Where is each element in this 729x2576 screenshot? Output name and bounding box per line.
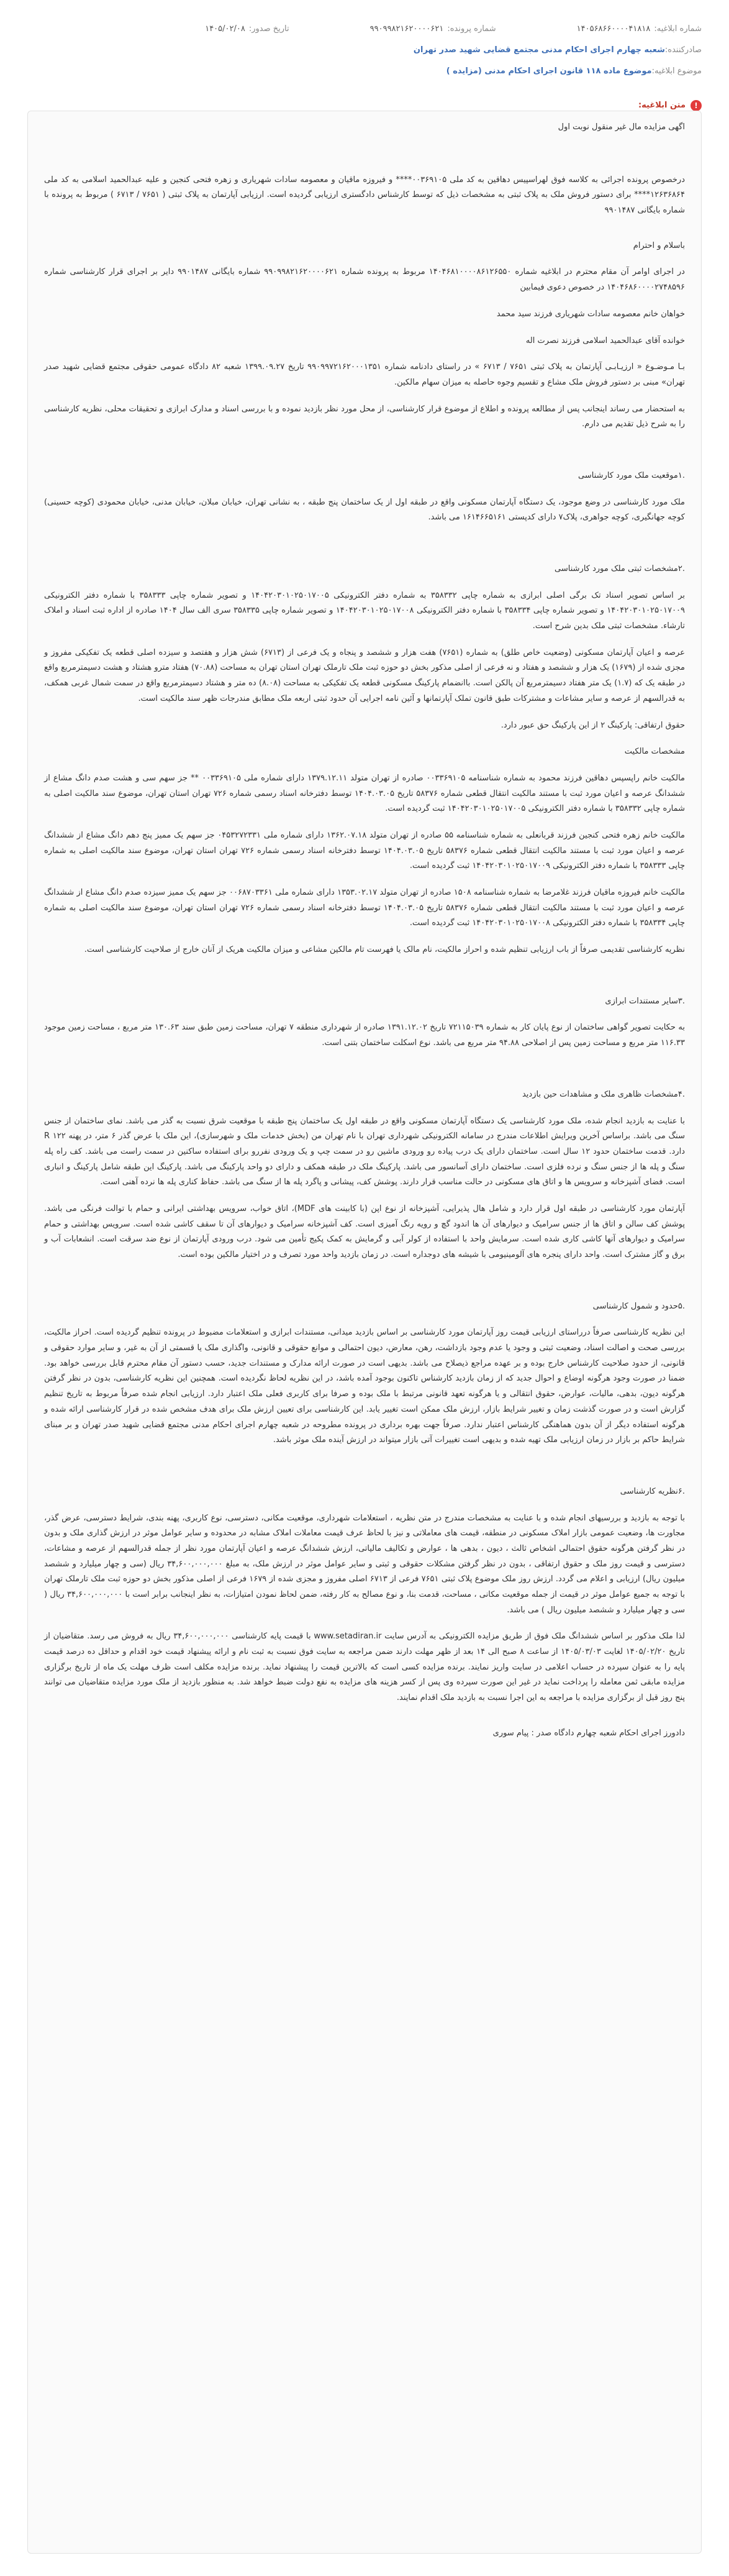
paragraph-location: ملک مورد کارشناسی در وضع موجود، یک دستگاه آپارتمان مسکونی واقع در طبقه اول از یک ساختمان پنج طبقه ، به نشانی تهران، خیابان مبلان، خیابان مدنی، خیابان محمودی (کوچه حسینی) کوچه جهانگیری، کوچه جواهری، پلاک۷ دارای کدپستی ۱۶۱۴۶۶۵۱۶۱ می باشد. [44,497,685,523]
section-heading-registration: .۲مشخصات ثبتی ملک مورد کارشناسی [555,564,685,573]
section-heading-inspection: .۴مشخصات ظاهری ملک و مشاهدات حین بازدید [522,1089,685,1099]
defendant: خوانده آقای عبدالحمید اسلامی فرزند نصرت اله [525,336,685,345]
paragraph-documents: به حکایت تصویر گواهی ساختمان از نوع پایان کار به شماره ۷۲۱۱۵۰۳۹ تاریخ ۱۳۹۱.۱۲.۰۲ صادره از شهرداری منطقه ۷ تهران، مساحت زمین طبق سند ۱۳۰.۶۳ متر مربع ، مساحت زمین موجود ۱۱۶.۳۳ متر مربع و مساحت زمین پس از اصلاحی ۹۴.۸۸ متر مربع می باشد. نوع اسکلت ساختمان بتنی است. [44,1023,685,1048]
paragraph-building: با عنایت به بازدید انجام شده، ملک مورد کارشناسی یک دستگاه آپارتمان مسکونی واقع در طبقه اول یک ساختمان پنج طبقه با موقعیت شرق نسبت به گذر می باشد. نمای ساختمان از جنس سنگ می باشد. براساس آخرین ویرایش اطلاعات مندرج در سامانه الکترونیکی شهرداری تهران با نام تهران من (بخش خدمات ملک و شهرسازی)، این ملک با عرض گذر ۶ متر، در پهنه ۱۲۲ R دارد. قدمت ساختمان حدود ۱۲ سال است. ساختمان دارای یک درب پیاده رو ورودی ماشین رو در سمت چپ و یک ورودی نفررو برای استفاده ساکنین در سمت راست می باشد. کف راه پله سنگ و پله ها از جنس سنگ و نرده فلزی است. ساختمان دارای آسانسور می باشد. پارکینگ ملک در طبقه همکف و دارای دو واحد پارکینگ می باشد. پارکینگ این طبقه شامل پارکینگ و انباری است. فضای آشپزخانه و سرویس ها و اتاق های مسکونی در حالت مناسب قرار دارند. پوشش کف، پیشانی و پاگرد پله ها از سنگ می باشد. حفاظ کناری پله ها نرده آهنی است. [44,1116,685,1187]
notice-subject: موضوع ماده ۱۱۸ قانون اجرای احکام مدنی (مزایده ) [446,66,652,76]
paragraph-owner-3: مالکیت خانم فیروزه ماقیان فرزند غلامرضا به شماره شناسنامه ۱۵۰۸ صادره از تهران متولد ۱۳۵۳.۰۲.۱۷ دارای شماره ملی ۰۰۶۸۷۰۳۳۶۱ جز سهم یک ممیز سیزده صدم دانگ مشاع از ششدانگ عرصه و اعیان مورد ثبت با مستند مالکیت انتقال قطعی شماره ۵۸۳۷۶ تاریخ ۱۴۰۴.۰۳.۰۵ توسط دفترخانه اسناد رسمی شماره ۷۲۶ تهران استان تهران، موضوع سند مالکیت اصلی به شماره چاپی ۳۵۸۳۳۴ با شماره دفتر الکترونیکی ۱۴۰۴۲۰۳۰۱۰۲۵۰۱۷۰۰۸ ثبت گردیده است. [44,888,686,928]
exclamation-icon: ! [691,100,702,111]
notice-header [27,19,702,111]
paragraph-subject: بـا مـوضـوع « ارزیـابـی آپارتمان به پلاک ثبتی ۷۶۵۱ / ۶۷۱۳ » در راستای دادنامه شماره ۹۹۰۹۹۷۲۱۶۲۰۰۰۱۳۵۱ تاریخ ۱۳۹۹.۰۹.۲۷ شعبه ۸۲ دادگاه عمومی حقوقی مجتمع قضایی شهید صدر تهران» مبنی بر دستور فروش ملک مشاع و تقسیم وجوه حاصله به میزان سهام مالکین. [44,362,685,387]
paragraph-owner-1: مالکیت خانم راپسپس دهاقین فرزند محمود به شماره شناسنامه ۰۰۳۳۶۹۱۰۵ صادره از تهران متولد ۱۳۷۹.۱۲.۱۱ دارای شماره ملی ۰۰۳۳۶۹۱۰۵ ** جز سهم سی و هشت صدم دانگ مشاع از ششدانگ عرصه و اعیان مورد ثبت با مستند مالکیت انتقال قطعی شماره ۵۸۳۷۶ تاریخ ۱۴۰۴.۰۳.۰۵ توسط دفترخانه اسناد رسمی شماره ۷۲۶ تهران استان تهران، موضوع سند مالکیت اصلی به شماره چاپی ۳۵۸۳۳۲ با شماره دفتر الکترونیکی ۱۴۰۴۲۰۳۰۱۰۲۵۰۱۷۰۰۵ ثبت گردیده است. [44,773,686,814]
signature: دادورز اجرای احکام شعبه چهارم دادگاه صدر : پیام سوری [492,1728,685,1738]
claimant: خواهان خانم معصومه سادات شهریاری فرزند سید محمد [496,309,685,319]
section-heading-ownership: مشخصات مالکیت [624,747,685,757]
paragraph-apartment: آپارتمان مورد کارشناسی در طبقه اول قرار دارد و شامل هال پذیرایی، آشپزخانه از نوع اپن (با کابینت های MDF)، اتاق خواب، سرویس بهداشتی ایرانی و حمام با توالت فرنگی می باشد. پوشش کف سالن و اتاق ها از جنس سرامیک و دیوارهای آن ها اندود گچ و رویه رنگ آمیزی است. کف آشپزخانه سرامیک و دیوارهای آن تا سقف کاشی شده است. سرویس بهداشتی و حمام سرامیک و دیوارهای آنها کاشی کاری شده است. سرمایش واحد با استفاده از کولر آبی و گرمایش به کمک پکیج تأمین می شود. درب ورودی آپارتمان از نوع ضد سرقت است. انشعابات آب و برق و گاز مشترک است. واحد دارای پنجره های آلومینیومی با شیشه های دوجداره است. در زمان بازدید واحد مورد تصرف و در اختیار مالکین بوده است. [44,1204,685,1259]
case-number: شماره پرونده: ۹۹۰۹۹۸۲۱۶۲۰۰۰۰۶۲۱ [369,24,496,34]
issue-date: تاریخ صدور: ۱۴۰۵/۰۲/۰۸ [205,24,289,34]
section-heading-location: .۱موقعیت ملک مورد کارشناسی [578,470,685,480]
paragraph-ownership-note: نظریه کارشناسی تقدیمی صرفاً از باب ارزیابی تنظیم شده و احراز مالکیت، نام مالک یا فهرست تام مالکین مشاعی و میزان مالکیت هریک از آنان خارج از صلاحیت کارشناسی است. [84,945,685,955]
paragraph-easement: حقوق ارتفاقی: پارکینگ ۲ از این پارکینگ حق عبور دارد. [500,720,685,730]
paragraph-scope: این نظریه کارشناسی صرفاً درراستای ارزیابی قیمت روز آپارتمان مورد کارشناسی بر اساس بازدید میدانی، مستندات ابرازی و استعلامات مضبوط در پرونده تنظیم گردیده است. احراز مالکیت، بررسی صحت و اصالت اسناد، وضعیت ثبتی و وجود یا عدم وجود بازداشت، رهن، معارض، دیون احتمالی و موانع حقوقی و قانونی، واگذاری ملک یا قسمتی از آن به غیر، و سایر موارد حقوقی و قانونی، از حدود صلاحیت کارشناس خارج بوده و بر عهده مراجع ذیصلاح می باشد. بدیهی است در صورت ارائه مدارک و مستندات جدید، حسب دستور آن مقام محترم قابل بررسی خواهد بود. ضمنا در صورت وجود هرگونه اوضاع و احوال جدید که از زمان بازدید کارشناس تاکنون بوجود آمده باشد، در این نظریه لحاظ نگردیده است. همچنین این نظریه کارشناسی، بدون در نظر گرفتن هرگونه دیون، بدهی، مالیات، عوارض، حقوق انتقالی و یا هرگونه تعهد قانونی مرتبط با ملک بوده و صرفا برای کاربری فعلی ملک اعتبار دارد. ارزیابی انجام شده صرفاً مربوط به تاریخ تنظیم گزارش است و در صورت گذشت زمان و تغییر شرایط بازار، ارزش ملک ممکن است تغییر یابد. این کارشناسی برای تعیین ارزش ملک برای هدف مشخص شده در قرار کارشناسی ارائه شده و هرگونه استفاده دیگر از آن بدون هماهنگی کارشناس اعتبار ندارد. صرفاً جهت بهره برداری در پرونده مطروحه در شعبه چهارم اجرای احکام مدنی مجتمع قضایی شهید صدر تهران و بر مبنای شرایط حاکم بر بازار در زمان ارزیابی ملک تهیه شده و بدیهی است تغییرات آتی بازار میتواند در ارزش آینده ملک موثر باشد. [44,1328,685,1445]
issuer-name: شعبه چهارم اجرای احکام مدنی مجتمع قضایی شهید صدر تهران [413,45,665,55]
paragraph-opinion: با توجه به بازدید و بررسیهای انجام شده و با عنایت به مشخصات مندرج در متن نظریه ، استعلامات شهرداری، موقعیت مکانی، دسترسی، نوع کاربری، پهنه بندی، شرایط دسترسی، عرض گذر، مجاورت ها، وضعیت عمومی بازار املاک مسکونی در منطقه، قیمت های معاملاتی و نیز با لحاظ عرف قیمت معاملات املاک مشابه در محدوده و سایر عوامل موثر در ارزش گذاری ملک و بدون در نظر گرفتن هرگونه حقوق احتمالی اشخاص ثالث ، دیون ، بدهی ها ، عوارض و تکالیف مالیاتی، ارزش ششدانگ عرصه و اعیان آپارتمان مورد نظر از جمله قدرالسهم از عرصه و مشاعات، دسترسی و قیمت روز ملک و حقوق ارتفاقی ، بدون در نظر گرفتن مشکلات حقوقی و ثبتی و سایر عوامل موثر در ارزش ملک، به مبلغ ۳۴,۶۰۰,۰۰۰,۰۰۰ ریال (سی و چهار میلیارد و ششصد میلیون ریال) ارزیابی و اعلام می گردد. ارزش روز ملک موضوع پلاک ثبتی ۷۶۵۱ فرعی از ۶۷۱۳ اصلی مفروز و مجزی شده از ۱۶۷۹ فرعی از اصلی مذکور بخش دو حوزه ثبت ملک تارملک تهران با توجه به جمیع عوامل موثر در قیمت از جمله موقعیت مکانی ، مساحت، قدمت بنا، و نوع مصالح به کار رفته، ضمن لحاظ نمودن امتیازات، به نظر اینجانب برابر است با ۳۴,۶۰۰,۰۰۰,۰۰۰ ریال ( سی و چهار میلیارد و ششصد میلیون ریال ) می باشد. [44,1513,686,1615]
section-heading-scope: .۵حدود و شمول کارشناسی [592,1301,685,1311]
section-heading-documents: .۳سایر مستندات ابرازی [605,996,685,1006]
notice-text-heading: ! متن ابلاغیه: [27,98,702,114]
notice-intro: اگهی مزایده مال غیر منقول نوبت اول [558,122,685,132]
notice-number: شماره ابلاغیه: ۱۴۰۵۶۸۶۶۰۰۰۰۴۱۸۱۸ [576,24,702,34]
header-row-issuer: صادرکننده: شعبه چهارم اجرای احکام مدنی مجتمع قضایی شهید صدر تهران [27,40,702,61]
paragraph-report: به استحضار می رساند اینجانب پس از مطالعه پرونده و اطلاع از موضوع قرار کارشناسی، از محل مورد نظر بازدید نموده و با بررسی اسناد و مدارک ابرازی و تحقیقات محلی، نظریه کارشناسی را به شرح ذیل تقدیم می دارم. [44,404,685,429]
paragraph-order: در اجرای اوامر آن مقام محترم در ابلاغیه شماره ۱۴۰۴۶۸۱۰۰۰۰۸۶۱۲۶۵۵۰ مربوط به پرونده شماره ۹۹۰۹۹۸۲۱۶۲۰۰۰۰۶۲۱ شماره بایگانی ۹۹۰۱۴۸۷ دایر بر اجرای قرار کارشناسی شماره ۱۴۰۴۶۸۶۰۰۰۰۲۷۴۸۵۹۶ در خصوص دعوی فیمابین [44,267,685,293]
notice-body [27,111,702,2554]
section-heading-opinion: .۶نظریه کارشناسی [620,1486,685,1496]
paragraph-property: عرصه و اعیان آپارتمان مسکونی (وضعیت خاص طلق) به شماره (۷۶۵۱) هفت هزار و ششصد و پنجاه و یک فرعی از (۶۷۱۳) شش هزار و هفتصد و سیزده اصلی قطعه یک تفکیکی مفروز و مجزی شده از (۱۶۷۹) یک هزار و ششصد و هفتاد و نه فرعی از اصلی مذکور بخش دو حوزه ثبت ملک تارملک تهران استان تهران به مساحت (۷۰.۸۸) هفتاد مترو هشتاد و هشت دسیمترمربع واقع در طبقه یک که (۱.۷) یک متر هفتاد دسیمترمربع آن پالکن است. باانضمام پارکینگ مسکونی قطعه یک تفکیکی به مساحت (۸.۰۸) ده متر و هشتاد دسیمترمربع واقع در سمت شمال غربی همکف، به قدرالسهم از عرصه و سایر مشاعات و مشترکات طبق قانون تملک آپارتمانها و آئین نامه اجرایی آن حدود ثبتی اربعه ملک مطابق مندرجات ظهر سند مالکیت است. [44,647,686,703]
header-row-ids [27,19,702,40]
paragraph-owner-2: مالکیت خانم زهره فتحی کنجین فرزند قربانعلی به شماره شناسنامه ۵۵ صادره از تهران متولد ۱۳۶۲.۰۷.۱۸ دارای شماره ملی ۰۴۵۳۲۷۲۳۳۱ جز سهم یک ممیز پنج دهم دانگ مشاع از ششدانگ عرصه و اعیان مورد ثبت با مستند مالکیت انتقال قطعی شماره ۵۸۳۷۶ تاریخ ۱۴۰۴.۰۳.۰۵ توسط دفترخانه اسناد رسمی شماره ۷۲۶ تهران استان تهران، موضوع سند مالکیت اصلی به شماره چاپی ۳۵۸۳۳۳ با شماره دفتر الکترونیکی ۱۴۰۴۲۰۳۰۱۰۲۵۰۱۷۰۰۹ ثبت گردیده است. [44,830,686,871]
header-row-subject: موضوع ابلاغیه: موضوع ماده ۱۱۸ قانون اجرای احکام مدنی (مزایده ) [27,61,702,82]
paragraph-auction-terms: لذا ملک مذکور بر اساس ششدانگ ملک فوق از طریق مزایده الکترونیکی به آدرس سایت www.setadiran.ir با قیمت پایه کارشناسی ۳۴,۶۰۰,۰۰۰,۰۰۰ ریال به فروش می رسد. متقاضیان از تاریخ ۱۴۰۵/۰۲/۲۰ لغایت ۱۴۰۵/۰۳/۰۳ از ساعت ۸ صبح الی ۱۴ بعد از ظهر مهلت دارند ضمن مراجعه به سایت فوق نسبت به ثبت نام و ارائه پیشنهاد قیمت خود اقدام و حداقل ده درصد قیمت پایه را به عنوان سپرده در حساب اعلامی در سایت واریز نمایند. برنده مزایده کسی است که بالاترین قیمت را پیشنهاد نماید. برنده مزایده مکلف است ظرف مهلت یک ماه از تاریخ برگزاری مزایده مابقی ثمن معامله را پرداخت نماید در غیر این صورت سپرده وی پس از کسر هزینه های مزایده به نفع دولت ضبط خواهد شد. به منظور بازدید از ملک مورد مزایده متقاضیان می توانند پنج روز قبل از برگزاری مزایده با مراجعه به این اجرا نسبت به بازدید ملک اقدام نمایند. [44,1632,686,1703]
paragraph-deeds: بر اساس تصویر اسناد تک برگی اصلی ابرازی به شماره چاپی ۳۵۸۳۳۲ به شماره دفتر الکترونیکی ۱۴۰۴۲۰۳۰۱۰۲۵۰۱۷۰۰۵ و تصویر شماره چاپی ۳۵۸۳۳۳ با شماره دفتر الکترونیکی ۱۴۰۴۲۰۳۰۱۰۲۵۰۱۷۰۰۹ و تصویر شماره چاپی ۳۵۸۳۳۴ با شماره دفتر الکترونیکی ۱۴۰۴۲۰۳۰۱۰۲۵۰۱۷۰۰۸ و تصویر شماره چاپی ۳۵۸۳۳۵ سری الف سال ۱۴۰۴ صادره از اداره ثبت اسناد و املاک تارشاء. مشخصات ثبتی ملک بدین شرح است. [44,590,686,631]
greeting: باسلام و احترام [633,240,685,250]
paragraph-case: درخصوص پرونده اجرائی به کلاسه فوق لهراسپیس دهاقین به کد ملی ۰۰۳۶۹۱۰۵**** و فیروزه ماقیان و معصومه سادات شهریاری و زهره فتحی کنجین و علیه عبدالحمید اسلامی به کد ملی ۱۲۶۳۶۸۶۴**** برای دستور فروش ملک به پلاک ثبتی به مشخصات ذیل که توسط کارشناس دادگستری ارزیابی گردیده است. ارزیابی آپارتمان به پلاک ثبتی ( ۷۶۵۱ / ۶۷۱۳ ) مربوط به پرونده با شماره بایگانی ۹۹۰۱۴۸۷ [44,175,685,216]
